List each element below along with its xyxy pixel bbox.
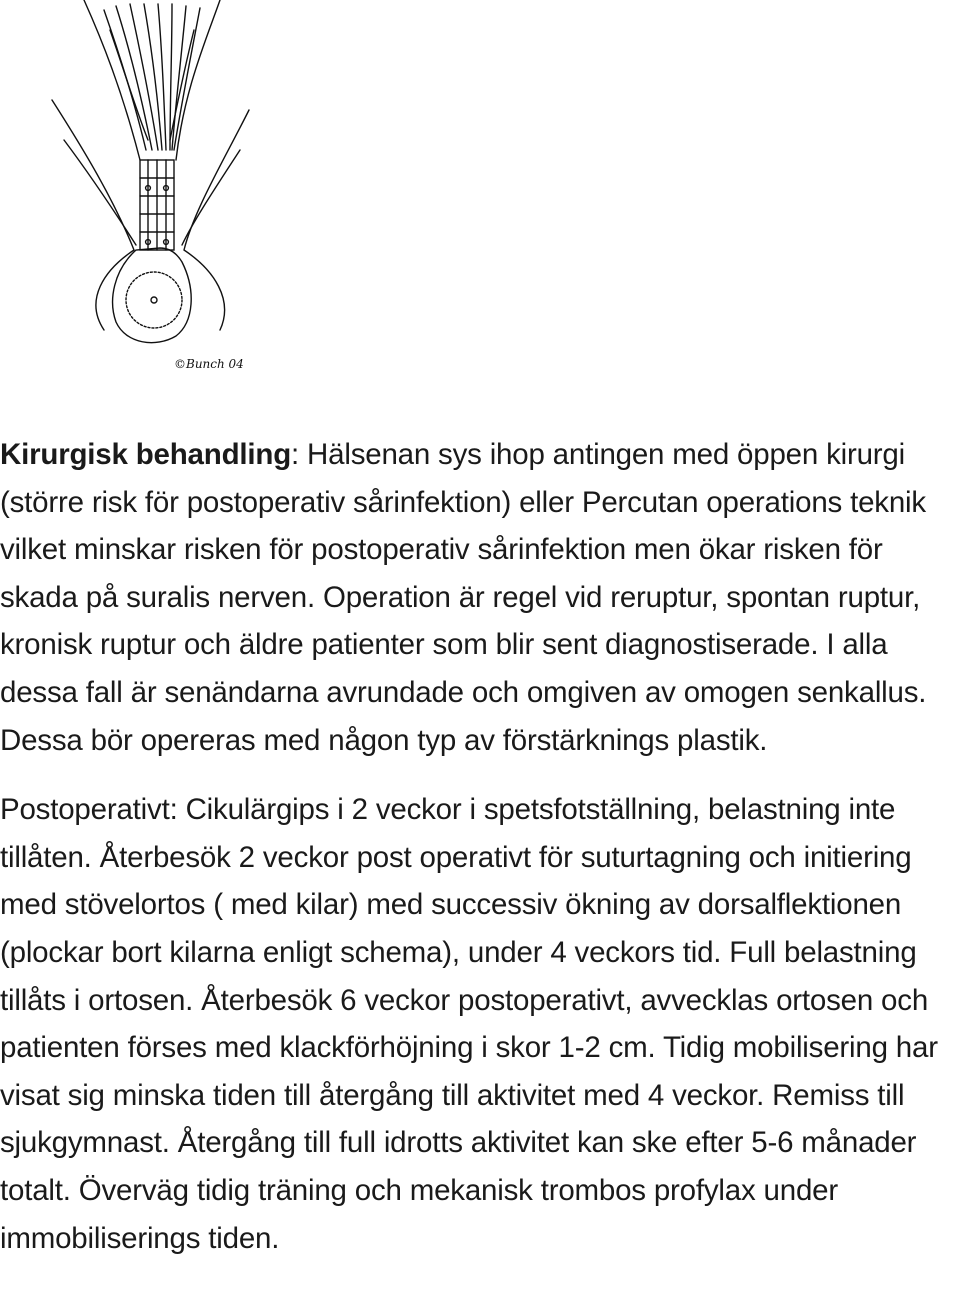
illustration-signature: ©Bunch 04 [174, 357, 244, 371]
paragraph-surgical-treatment [0, 431, 960, 764]
surgical-illustration [44, 0, 264, 380]
document-body [0, 431, 960, 1262]
paragraph-text: : Hälsenan sys ihop antingen med öppen kirurgi (större risk för postoperativ sårinfektion) eller Percutan operations teknik vilket minskar risken för postoperativ sårinfektion men ökar risken för skada på suralis nerven. Operation är regel vid reruptur, spontan ruptur, kronisk ruptur och äldre patienter som blir sent diagnostiserade. I alla dessa fall är senändarna avrundade och omgiven av omogen senkallus. Dessa bör opereras med någon typ av förstärknings plastik. [0, 438, 927, 757]
paragraph-heading: Kirurgisk behandling [0, 438, 292, 471]
paragraph-postoperative: Postoperativt: Cikulärgips i 2 veckor i spetsfotställning, belastning inte tillåten. Återbesök 2 veckor post operativt för suturtagning och initiering med stövelortos ( med kilar) med successiv ökning av dorsalflektionen (plockar bort kilarna enligt schema), under 4 veckors tid. Full belastning tillåts i ortosen. Återbesök 6 veckor postoperativt, avvecklas ortosen och patienten förses med klackförhöjning i skor 1-2 cm. Tidig mobilisering har visat sig minska tiden till återgång till aktivitet med 4 veckor. Remiss till sjukgymnast. Återgång till full idrotts aktivitet kan ske efter 5-6 månader totalt. Överväg tidig träning och mekanisk trombos profylax under immobiliserings tiden. [0, 793, 938, 1255]
